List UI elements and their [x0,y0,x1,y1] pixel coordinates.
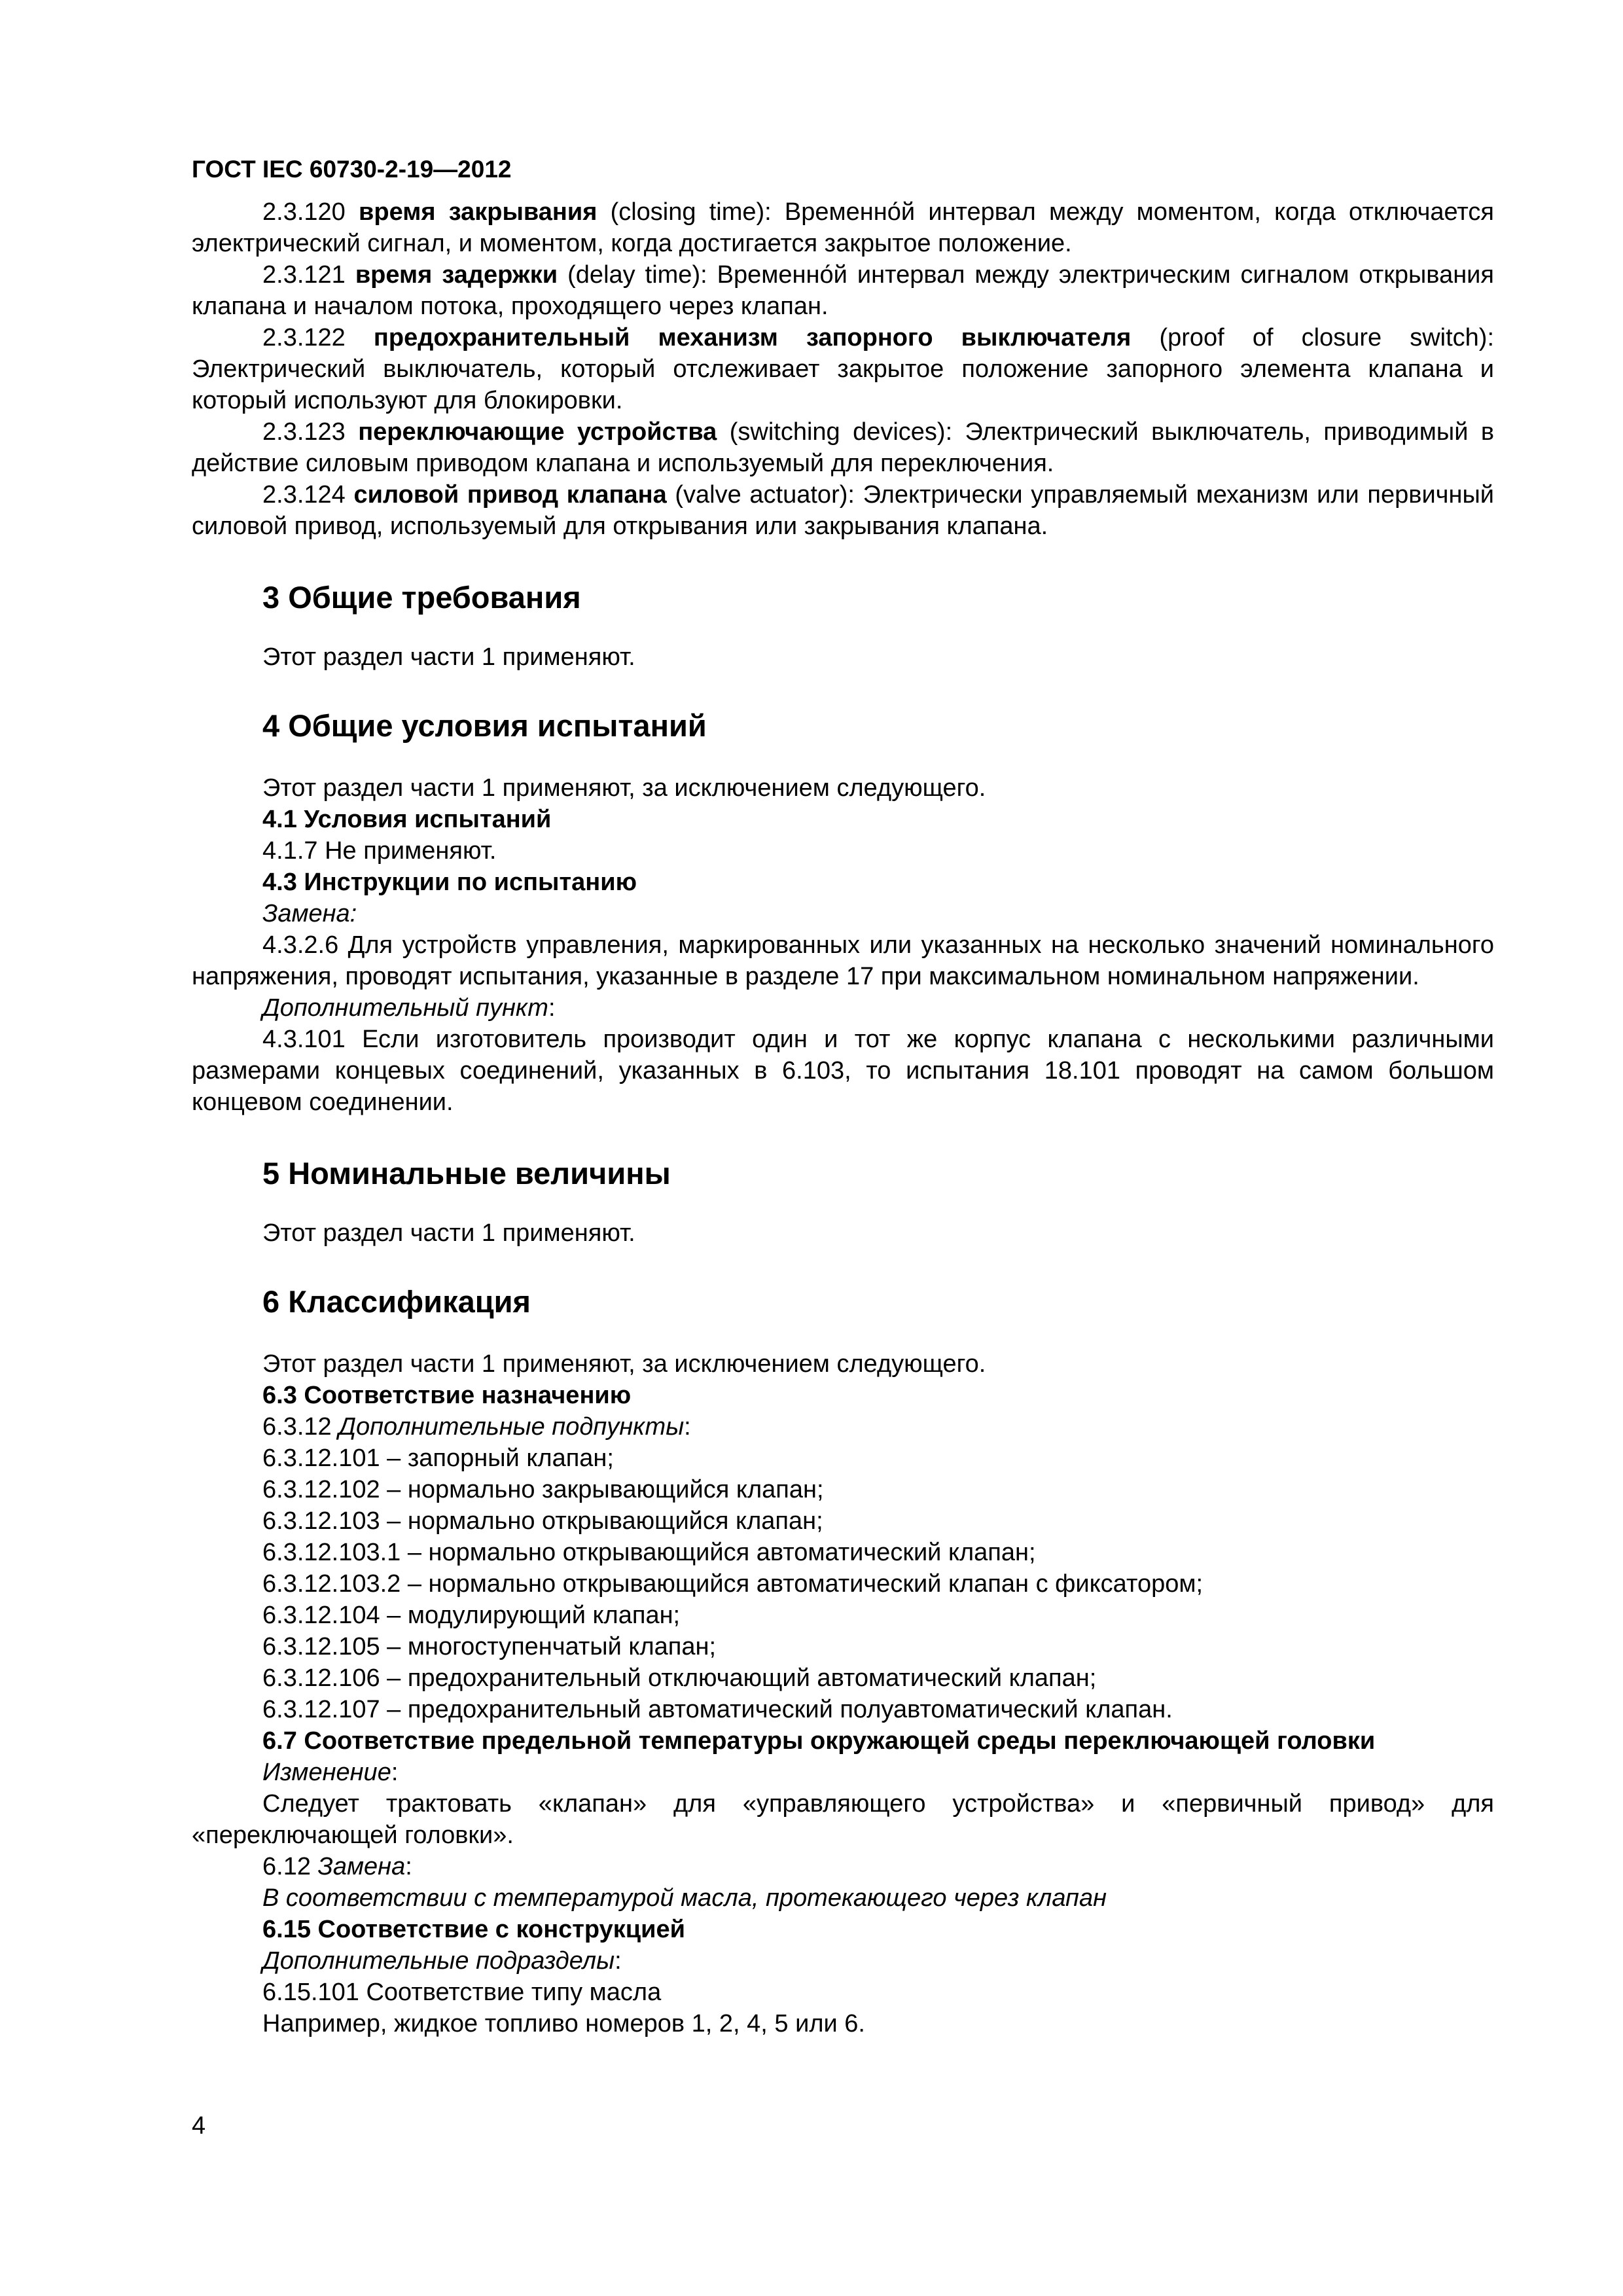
definition-term: силовой привод клапана [353,481,667,509]
subsection-6-7-heading: 6.7 Соответствие предельной температуры окружающей среды переключающей головки [262,1727,1376,1755]
list-item: 6.3.12.103 – нормально открывающийся клапан; [262,1507,823,1535]
list-item: 6.3.12.106 – предохранительный отключающий автоматический клапан; [262,1664,1097,1692]
definition-term: время закрывания [359,198,597,226]
clause-6-12-text: В соответствии с температурой масла, протекающего через клапан [262,1884,1107,1912]
section-4-intro: Этот раздел части 1 применяют, за исключением следующего. [262,774,986,802]
page-body [192,196,1494,2039]
standard-code-header: ГОСТ IEC 60730-2-19—2012 [192,156,512,183]
definition-text: : Электрически управляемый механизм или первичный силовой привод, используемый для открывания или закрывания клапана. [192,481,1494,540]
clause-6-3-12: 6.3.12 Дополнительные подпункты: [262,1413,691,1441]
list-item: 6.3.12.101 – запорный клапан; [262,1444,614,1472]
definition-2-3-121: 2.3.121 время задержки (delay time): Временно́й интервал между электрическим сигналом открывания клапана и началом потока, проходящего через клапан. [192,261,1494,320]
definition-2-3-122: 2.3.122 предохранительный механизм запорного выключателя (proof of closure switch): Электрический выключатель, который отслеживает закрытое положение запорного элемента клапана и который используют для блокировки. [192,324,1495,414]
subsection-6-15-heading: 6.15 Соответствие с конструкцией [262,1916,685,1943]
definition-text: : Электрический выключатель, который отслеживает закрытое положение запорного элемента клапана и который используют для блокировки. [192,324,1495,414]
definition-term-en: (closing time) [610,198,765,226]
definition-term-en: (switching devices) [729,418,946,446]
list-item: 6.3.12.105 – многоступенчатый клапан; [262,1633,716,1660]
section-3-heading: 3 Общие требования [262,580,581,615]
definition-term: переключающие устройства [358,418,717,446]
definition-2-3-123: 2.3.123 переключающие устройства (switching devices): Электрический выключатель, приводимый в действие силовым приводом клапана и используемый для переключения. [192,418,1495,477]
list-item: 6.3.12.104 – модулирующий клапан; [262,1602,681,1629]
list-item: 6.3.12.103.1 – нормально открывающийся автоматический клапан; [262,1539,1036,1566]
definition-text: : Временно́й интервал между электрическим сигналом открывания клапана и началом потока, проходящего через клапан. [192,261,1494,320]
clause-4-3-2-6: 4.3.2.6 Для устройств управления, маркированных или указанных на несколько значений номинального напряжения, проводят испытания, указанные в разделе 17 при максимальном номинальном напряжении. [192,931,1494,990]
list-item: 6.3.12.102 – нормально закрывающийся клапан; [262,1476,824,1503]
definition-term-en: (delay time) [567,261,701,289]
example-text: Например, жидкое топливо номеров 1, 2, 4, 5 или 6. [262,2010,865,2037]
definition-text: : Временно́й интервал между моментом, когда отключается электрический сигнал, и моментом, когда достигается закрытое положение. [192,198,1494,257]
section-3-text: Этот раздел части 1 применяют. [262,643,635,671]
subsection-4-3-heading: 4.3 Инструкции по испытанию [262,869,637,896]
section-6-intro: Этот раздел части 1 применяют, за исключением следующего. [262,1350,986,1378]
section-5-heading: 5 Номинальные величины [262,1156,671,1191]
additional-clause-label: Дополнительный пункт: [262,994,556,1022]
clause-6-12: 6.12 Замена: [262,1853,412,1880]
clause-4-3-101: 4.3.101 Если изготовитель производит один и тот же корпус клапана с несколькими различными размерами концевых соединений, указанных в 6.103, то испытания 18.101 проводят на самом большом концевом соединении. [192,1026,1494,1116]
list-item: 6.3.12.107 – предохранительный автоматический полуавтоматический клапан. [262,1696,1173,1723]
definition-term-en: (valve actuator) [675,481,848,509]
section-4-heading: 4 Общие условия испытаний [262,708,707,743]
subsection-4-1-heading: 4.1 Условия испытаний [262,806,552,833]
clause-4-1-7: 4.1.7 Не применяют. [262,837,497,865]
definition-term: предохранительный механизм запорного выключателя [373,324,1132,351]
definition-term: время задержки [355,261,558,289]
list-item: 6.3.12.103.2 – нормально открывающийся автоматический клапан с фиксатором; [262,1570,1204,1598]
additional-subsections-label: Дополнительные подразделы: [262,1947,622,1975]
clause-6-7-text: Следует трактовать «клапан» для «управляющего устройства» и «первичный привод» для «переключающей головки». [192,1790,1494,1849]
definition-2-3-124: 2.3.124 силовой привод клапана (valve actuator): Электрически управляемый механизм или первичный силовой привод, используемый для открывания или закрывания клапана. [192,481,1494,540]
definition-term-en: (proof of closure switch) [1159,324,1488,351]
subsection-6-3-heading: 6.3 Соответствие назначению [262,1382,632,1409]
section-6-heading: 6 Классификация [262,1284,531,1319]
clause-6-15-101: 6.15.101 Соответствие типу масла [262,1979,662,2006]
definition-2-3-120: 2.3.120 время закрывания (closing time): Временно́й интервал между моментом, когда отключается электрический сигнал, и моментом, когда достигается закрытое положение. [192,198,1494,257]
definition-text: : Электрический выключатель, приводимый в действие силовым приводом клапана и используемый для переключения. [192,418,1495,477]
section-5-text: Этот раздел части 1 применяют. [262,1219,635,1247]
page-number: 4 [192,2112,206,2140]
replacement-label: Замена: [262,900,357,927]
change-label: Изменение: [262,1759,399,1786]
